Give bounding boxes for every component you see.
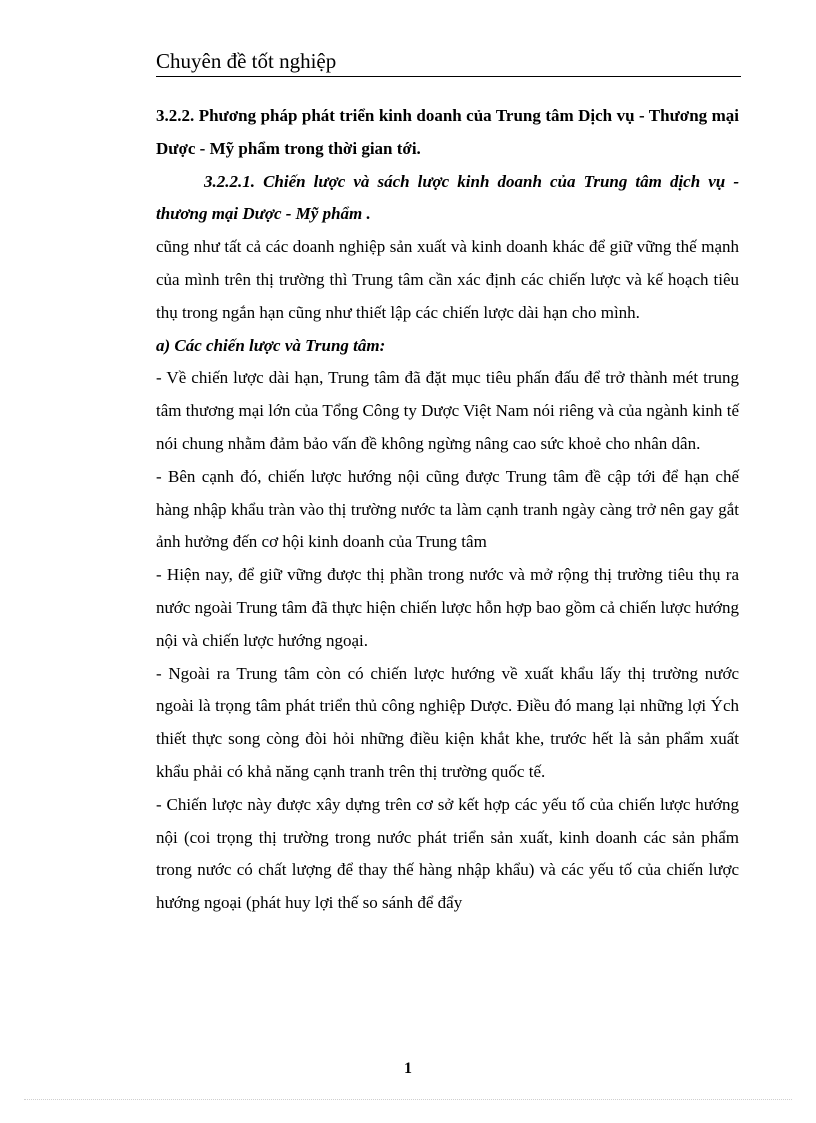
page-number: 1 (404, 1060, 412, 1077)
subsection-heading: 3.2.2.1. Chiến lược và sách lược kinh doanh của Trung tâm dịch vụ - thương mại Dược - Mỹ phẩm . (156, 171, 739, 224)
body-paragraph: - Bên cạnh đó, chiến lược hướng nội cũng được Trung tâm đề cập tới để hạn chế hàng nhập khẩu tràn vào thị trường nước ta làm cạnh tranh ngày càng trở nên gay gắt ảnh hưởng đến cơ hội kinh doanh của Trung tâm (156, 466, 739, 552)
page-header-title: Chuyên đề tốt nghiệp (156, 49, 337, 73)
body-paragraph: - Hiện nay, để giữ vững được thị phần trong nước và mở rộng thị trường tiêu thụ ra nước ngoài Trung tâm đã thực hiện chiến lược hỗn hợp bao gồm cả chiến lược hướng nội và chiến lược hướng ngoại. (156, 565, 739, 650)
body-paragraph: - Chiến lược này được xây dựng trên cơ sở kết hợp các yếu tố của chiến lược hướng nội (coi trọng thị trường trong nước phát triển sản xuất, kinh doanh các sản phẩm trong nước có chất lượng để thay thế hàng nhập khẩu) và các yếu tố của chiến lược hướng ngoại (phát huy lợi thế so sánh để đẩy (156, 794, 739, 913)
intro-paragraph: cũng như tất cả các doanh nghiệp sản xuất và kinh doanh khác để giữ vững thế mạnh của mình trên thị trường thì Trung tâm cần xác định các chiến lược và kế hoạch tiêu thụ trong ngắn hạn cũng như thiết lập các chiến lược dài hạn cho mình. (156, 237, 739, 322)
section-heading: 3.2.2. Phương pháp phát triển kinh doanh của Trung tâm Dịch vụ - Thương mại Dược - Mỹ phẩm trong thời gian tới. (156, 106, 739, 158)
document-body (156, 100, 739, 920)
subsection-a-heading: a) Các chiến lược và Trung tâm: (156, 335, 386, 355)
body-paragraph: - Ngoài ra Trung tâm còn có chiến lược hướng về xuất khẩu lấy thị trường nước ngoài là trọng tâm phát triển thủ công nghiệp Dược. Điều đó mang lại những lợi Ých thiết thực song còng đòi hỏi những điều kiện khắt khe, trước hết là sản phẩm xuất khẩu phải có khả năng cạnh tranh trên thị trường quốc tế. (156, 663, 739, 781)
body-paragraph: - Về chiến lược dài hạn, Trung tâm đã đặt mục tiêu phấn đấu để trở thành mét trung tâm thương mại lớn của Tổng Công ty Dược Việt Nam nói riêng và của ngành kinh tế nói chung nhằm đảm bảo vấn đề không ngừng nâng cao sức khoẻ cho nhân dân. (156, 368, 739, 453)
header-divider (156, 76, 741, 77)
page-bottom-border (24, 1099, 792, 1100)
